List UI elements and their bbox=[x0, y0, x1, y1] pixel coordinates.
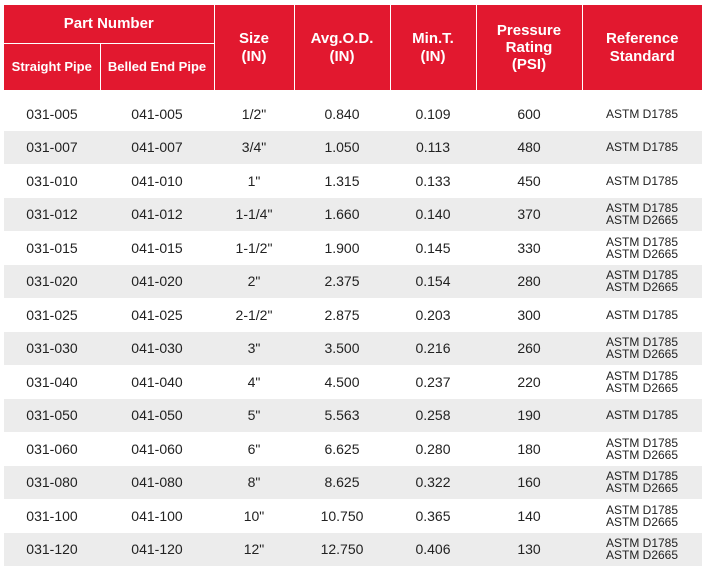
header-belled-end-pipe: Belled End Pipe bbox=[100, 44, 214, 91]
table-row bbox=[4, 131, 702, 165]
cell-belled-end-pipe: 041-005 bbox=[100, 97, 214, 131]
reference-standard-line: ASTM D1785 bbox=[605, 502, 679, 517]
cell-min-t: 0.145 bbox=[390, 231, 476, 265]
cell-size: 3" bbox=[214, 332, 294, 366]
reference-standard-line: ASTM D1785 bbox=[605, 140, 679, 155]
header-size-line1: Size bbox=[238, 30, 269, 48]
cell-belled-end-pipe: 041-012 bbox=[100, 198, 214, 232]
cell-min-t: 0.280 bbox=[390, 432, 476, 466]
cell-pressure-rating: 160 bbox=[476, 466, 582, 500]
cell-reference-standard bbox=[582, 97, 702, 131]
reference-standard-line: ASTM D2665 bbox=[605, 280, 679, 295]
table-row bbox=[4, 97, 702, 131]
cell-min-t: 0.216 bbox=[390, 332, 476, 366]
cell-pressure-rating: 140 bbox=[476, 499, 582, 533]
cell-size: 12" bbox=[214, 533, 294, 567]
cell-avg-od: 1.315 bbox=[294, 164, 390, 198]
cell-avg-od: 3.500 bbox=[294, 332, 390, 366]
table-row bbox=[4, 533, 702, 567]
cell-size: 6" bbox=[214, 432, 294, 466]
table-row bbox=[4, 466, 702, 500]
cell-belled-end-pipe: 041-120 bbox=[100, 533, 214, 567]
cell-straight-pipe: 031-040 bbox=[4, 365, 100, 399]
cell-belled-end-pipe: 041-080 bbox=[100, 466, 214, 500]
cell-straight-pipe: 031-020 bbox=[4, 265, 100, 299]
reference-standard-line: ASTM D1785 bbox=[605, 234, 679, 249]
header-size-line2: (IN) bbox=[241, 47, 267, 65]
reference-standard-line: ASTM D2665 bbox=[605, 347, 679, 362]
cell-straight-pipe: 031-005 bbox=[4, 97, 100, 131]
cell-reference-standard bbox=[582, 365, 702, 399]
header-size bbox=[214, 5, 294, 90]
cell-avg-od: 6.625 bbox=[294, 432, 390, 466]
reference-standard-line: ASTM D2665 bbox=[605, 380, 679, 395]
cell-avg-od: 1.660 bbox=[294, 198, 390, 232]
reference-standard-line: ASTM D1785 bbox=[605, 368, 679, 383]
table-row bbox=[4, 365, 702, 399]
header-avg-od-line1: Avg.O.D. bbox=[310, 30, 374, 48]
table-row bbox=[4, 198, 702, 232]
header-pressure-line2: Rating bbox=[505, 38, 553, 56]
cell-belled-end-pipe: 041-060 bbox=[100, 432, 214, 466]
reference-standard-line: ASTM D1785 bbox=[605, 307, 679, 322]
cell-belled-end-pipe: 041-007 bbox=[100, 131, 214, 165]
cell-avg-od: 0.840 bbox=[294, 97, 390, 131]
reference-standard-line: ASTM D2665 bbox=[605, 447, 679, 462]
reference-standard-line: ASTM D1785 bbox=[605, 106, 679, 121]
header-gap-cell bbox=[4, 90, 702, 97]
reference-standard-line: ASTM D1785 bbox=[605, 173, 679, 188]
cell-min-t: 0.154 bbox=[390, 265, 476, 299]
cell-min-t: 0.237 bbox=[390, 365, 476, 399]
cell-pressure-rating: 480 bbox=[476, 131, 582, 165]
reference-standard-line: ASTM D2665 bbox=[605, 548, 679, 563]
cell-belled-end-pipe: 041-020 bbox=[100, 265, 214, 299]
cell-avg-od: 12.750 bbox=[294, 533, 390, 567]
cell-straight-pipe: 031-080 bbox=[4, 466, 100, 500]
cell-size: 1/2" bbox=[214, 97, 294, 131]
reference-standard-line: ASTM D2665 bbox=[605, 481, 679, 496]
table-row bbox=[4, 231, 702, 265]
cell-avg-od: 2.875 bbox=[294, 298, 390, 332]
cell-size: 1" bbox=[214, 164, 294, 198]
cell-avg-od: 2.375 bbox=[294, 265, 390, 299]
cell-size: 5" bbox=[214, 399, 294, 433]
cell-reference-standard bbox=[582, 332, 702, 366]
cell-min-t: 0.365 bbox=[390, 499, 476, 533]
table-body bbox=[4, 90, 702, 566]
cell-size: 8" bbox=[214, 466, 294, 500]
reference-standard-line: ASTM D2665 bbox=[605, 514, 679, 529]
cell-avg-od: 5.563 bbox=[294, 399, 390, 433]
cell-belled-end-pipe: 041-025 bbox=[100, 298, 214, 332]
table-row bbox=[4, 265, 702, 299]
cell-size: 4" bbox=[214, 365, 294, 399]
cell-avg-od: 1.900 bbox=[294, 231, 390, 265]
table-row bbox=[4, 399, 702, 433]
table-row bbox=[4, 332, 702, 366]
cell-min-t: 0.322 bbox=[390, 466, 476, 500]
header-gap bbox=[4, 90, 702, 97]
cell-reference-standard bbox=[582, 164, 702, 198]
cell-min-t: 0.258 bbox=[390, 399, 476, 433]
cell-pressure-rating: 370 bbox=[476, 198, 582, 232]
pipe-spec-table bbox=[4, 5, 702, 566]
cell-reference-standard bbox=[582, 198, 702, 232]
reference-standard-line: ASTM D1785 bbox=[605, 536, 679, 551]
cell-reference-standard bbox=[582, 131, 702, 165]
header-min-t-line1: Min.T. bbox=[412, 30, 454, 48]
reference-standard-line: ASTM D2665 bbox=[605, 246, 679, 261]
cell-min-t: 0.113 bbox=[390, 131, 476, 165]
header-pressure-line3: (PSI) bbox=[511, 56, 547, 74]
cell-reference-standard bbox=[582, 466, 702, 500]
cell-reference-standard bbox=[582, 265, 702, 299]
cell-min-t: 0.140 bbox=[390, 198, 476, 232]
header-pressure-rating bbox=[476, 5, 582, 90]
cell-pressure-rating: 280 bbox=[476, 265, 582, 299]
cell-straight-pipe: 031-012 bbox=[4, 198, 100, 232]
cell-avg-od: 8.625 bbox=[294, 466, 390, 500]
cell-pressure-rating: 180 bbox=[476, 432, 582, 466]
cell-pressure-rating: 300 bbox=[476, 298, 582, 332]
table-row bbox=[4, 432, 702, 466]
cell-pressure-rating: 450 bbox=[476, 164, 582, 198]
cell-min-t: 0.203 bbox=[390, 298, 476, 332]
cell-avg-od: 10.750 bbox=[294, 499, 390, 533]
cell-size: 10" bbox=[214, 499, 294, 533]
cell-straight-pipe: 031-120 bbox=[4, 533, 100, 567]
table-row bbox=[4, 298, 702, 332]
cell-avg-od: 4.500 bbox=[294, 365, 390, 399]
cell-reference-standard bbox=[582, 432, 702, 466]
reference-standard-line: ASTM D2665 bbox=[605, 213, 679, 228]
cell-belled-end-pipe: 041-050 bbox=[100, 399, 214, 433]
cell-belled-end-pipe: 041-100 bbox=[100, 499, 214, 533]
cell-min-t: 0.406 bbox=[390, 533, 476, 567]
cell-reference-standard bbox=[582, 499, 702, 533]
cell-pressure-rating: 130 bbox=[476, 533, 582, 567]
cell-size: 2" bbox=[214, 265, 294, 299]
header-min-t-line2: (IN) bbox=[420, 47, 446, 65]
table-header bbox=[4, 5, 702, 90]
cell-straight-pipe: 031-050 bbox=[4, 399, 100, 433]
header-reference-line2: Standard bbox=[609, 47, 675, 65]
cell-pressure-rating: 600 bbox=[476, 97, 582, 131]
header-reference-standard bbox=[582, 5, 702, 90]
header-straight-pipe: Straight Pipe bbox=[4, 44, 100, 91]
reference-standard-line: ASTM D1785 bbox=[605, 268, 679, 283]
cell-size: 2-1/2" bbox=[214, 298, 294, 332]
cell-pressure-rating: 190 bbox=[476, 399, 582, 433]
cell-straight-pipe: 031-015 bbox=[4, 231, 100, 265]
reference-standard-line: ASTM D1785 bbox=[605, 435, 679, 450]
header-pressure-line1: Pressure bbox=[496, 21, 562, 39]
table-row bbox=[4, 164, 702, 198]
cell-reference-standard bbox=[582, 399, 702, 433]
reference-standard-line: ASTM D1785 bbox=[605, 335, 679, 350]
cell-belled-end-pipe: 041-010 bbox=[100, 164, 214, 198]
cell-straight-pipe: 031-010 bbox=[4, 164, 100, 198]
header-reference-line1: Reference bbox=[605, 30, 679, 48]
cell-reference-standard bbox=[582, 533, 702, 567]
table-row bbox=[4, 499, 702, 533]
header-avg-od-line2: (IN) bbox=[329, 47, 355, 65]
reference-standard-line: ASTM D1785 bbox=[605, 408, 679, 423]
cell-belled-end-pipe: 041-015 bbox=[100, 231, 214, 265]
cell-straight-pipe: 031-060 bbox=[4, 432, 100, 466]
cell-straight-pipe: 031-100 bbox=[4, 499, 100, 533]
cell-straight-pipe: 031-025 bbox=[4, 298, 100, 332]
header-avg-od bbox=[294, 5, 390, 90]
cell-belled-end-pipe: 041-040 bbox=[100, 365, 214, 399]
cell-size: 1-1/4" bbox=[214, 198, 294, 232]
cell-size: 3/4" bbox=[214, 131, 294, 165]
cell-belled-end-pipe: 041-030 bbox=[100, 332, 214, 366]
cell-size: 1-1/2" bbox=[214, 231, 294, 265]
cell-avg-od: 1.050 bbox=[294, 131, 390, 165]
header-part-number: Part Number bbox=[4, 5, 214, 44]
cell-straight-pipe: 031-007 bbox=[4, 131, 100, 165]
reference-standard-line: ASTM D1785 bbox=[605, 201, 679, 216]
cell-reference-standard bbox=[582, 231, 702, 265]
cell-min-t: 0.133 bbox=[390, 164, 476, 198]
cell-pressure-rating: 260 bbox=[476, 332, 582, 366]
cell-pressure-rating: 220 bbox=[476, 365, 582, 399]
cell-reference-standard bbox=[582, 298, 702, 332]
reference-standard-line: ASTM D1785 bbox=[605, 469, 679, 484]
cell-pressure-rating: 330 bbox=[476, 231, 582, 265]
cell-straight-pipe: 031-030 bbox=[4, 332, 100, 366]
header-min-t bbox=[390, 5, 476, 90]
cell-min-t: 0.109 bbox=[390, 97, 476, 131]
